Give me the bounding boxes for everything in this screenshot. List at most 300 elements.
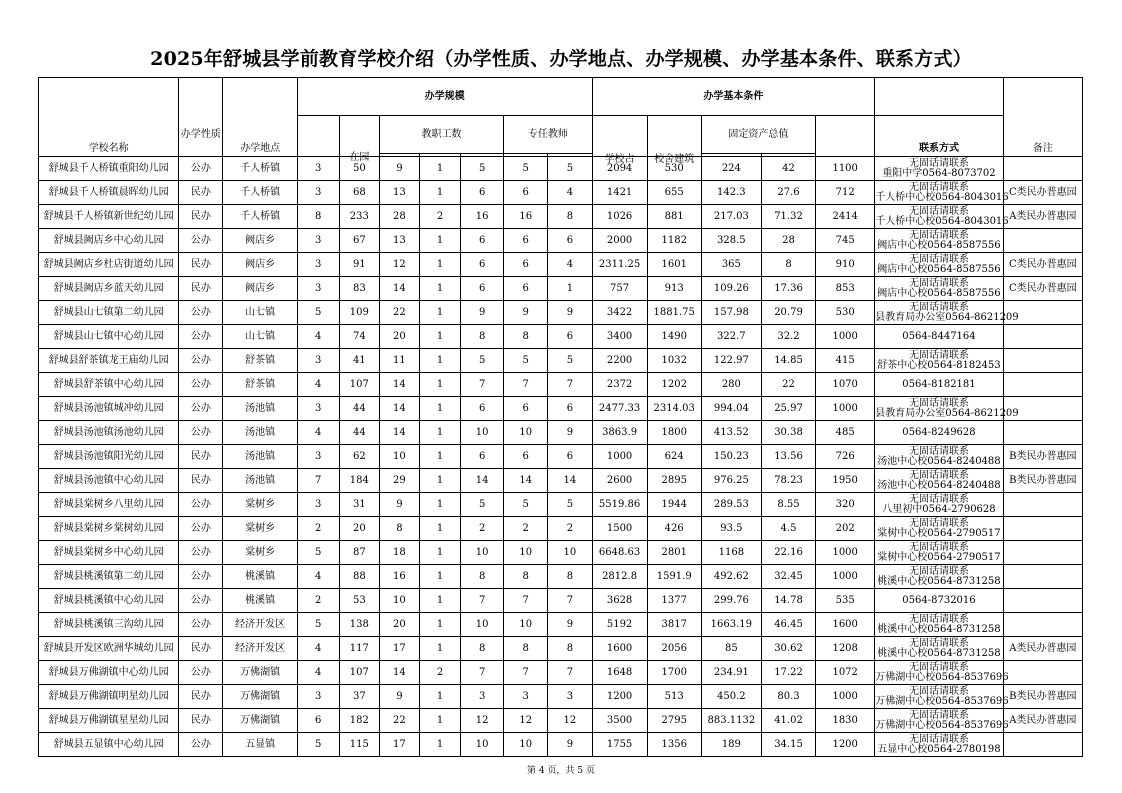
contact-cell [875,517,1003,541]
nature-cell: 公办 [179,229,223,253]
campus-area-cell: 3500 [592,709,647,733]
campus-area-cell: 3422 [592,301,647,325]
staff-total-cell: 10 [379,445,419,469]
building-area-cell: 1182 [647,229,701,253]
table-row [39,373,1083,397]
contact-line: 阙店中心校0564-8587556 [877,263,1001,275]
assets-cell: 413.52 [701,421,761,445]
contact-cell [875,301,1019,325]
teachers-cell: 10 [504,421,548,445]
location-cell: 山七镇 [223,301,297,325]
teachers-sub-cell: 6 [548,397,592,421]
location-cell: 阙店乡 [223,277,297,301]
teachers-sub-cell: 4 [548,181,592,205]
school-name-cell: 舒城县汤池镇城冲幼儿园 [39,397,179,421]
contact-line: 桃溪中心校0564-8731258 [877,623,1001,635]
location-cell: 棠树乡 [223,493,297,517]
classes-cell: 8 [297,205,339,229]
staff-total-cell: 9 [379,493,419,517]
contact-line: 无固话请联系 [908,181,969,193]
building-area-cell: 1490 [647,325,701,349]
teachers-sub-cell: 5 [548,157,592,181]
table-row [39,349,1083,373]
teachers-sub-cell: 8 [548,637,592,661]
campus-area-cell: 2812.8 [592,565,647,589]
staff-sub-cell: 2 [419,661,460,685]
teachers-cell: 7 [504,589,548,613]
teachers-cell: 16 [504,205,548,229]
classes-cell: 4 [297,661,339,685]
staff-sub-cell: 1 [419,589,460,613]
table-row [39,469,1083,493]
contact-line: 万佛湖中心校0564-8537696 [875,719,1009,731]
books-cell: 530 [816,301,875,325]
staff-sub-cell: 1 [419,445,460,469]
staff-total-cell: 20 [379,613,419,637]
location-cell: 经济开发区 [223,613,297,637]
school-name-cell: 舒城县万佛湖镇明星幼儿园 [39,685,179,709]
children-cell: 20 [339,517,379,541]
campus-area-cell: 6648.63 [592,541,647,565]
assets-cell: 85 [701,637,761,661]
nature-cell: 公办 [179,301,223,325]
teachers-sub-cell: 7 [548,661,592,685]
classes-cell: 5 [297,541,339,565]
table-row [39,685,1083,709]
contact-line: 万佛湖中心校0564-8537696 [875,695,1009,707]
assets-sub-cell: 13.56 [761,445,815,469]
contact-line: 无固话请联系 [908,733,969,745]
assets-cell: 224 [701,157,761,181]
nature-cell: 公办 [179,397,223,421]
contact-line: 无固话请联系 [908,205,969,217]
contact-line: 无固话请联系 [908,469,969,481]
books-cell: 1000 [816,541,875,565]
assets-sub-cell: 71.32 [761,205,815,229]
books-cell: 1000 [816,685,875,709]
building-area-cell: 3817 [647,613,701,637]
teachers-cell: 7 [504,373,548,397]
school-name-cell: 舒城县阙店乡杜店街道幼儿园 [39,253,179,277]
campus-area-cell: 3400 [592,325,647,349]
classes-cell: 3 [297,349,339,373]
location-cell: 汤池镇 [223,397,297,421]
contact-line: 无固话请联系 [908,397,969,409]
location-cell: 汤池镇 [223,469,297,493]
classes-cell: 3 [297,493,339,517]
table-row [39,517,1083,541]
classes-cell: 4 [297,421,339,445]
remark-cell: B类民办普惠园 [1003,445,1082,469]
location-cell: 棠树乡 [223,517,297,541]
children-cell: 44 [339,421,379,445]
header-nature-text: 办学性质 [180,129,221,140]
campus-area-cell: 2600 [592,469,647,493]
building-area-cell: 2801 [647,541,701,565]
location-cell: 万佛湖镇 [223,661,297,685]
header-building-area [647,116,701,165]
school-name-cell: 舒城县舒茶镇龙王庙幼儿园 [39,349,179,373]
contact-line: 无固话请联系 [908,445,969,457]
assets-sub-cell: 25.97 [761,397,815,421]
table-row [39,565,1083,589]
books-cell: 1070 [816,373,875,397]
children-cell: 87 [339,541,379,565]
assets-sub-cell: 14.85 [761,349,815,373]
classes-cell: 3 [297,277,339,301]
remark-cell [1003,733,1082,757]
books-cell: 745 [816,229,875,253]
staff-total-cell: 17 [379,637,419,661]
table-row [39,229,1083,253]
building-area-cell: 2895 [647,469,701,493]
location-cell: 千人桥镇 [223,181,297,205]
campus-area-cell: 2372 [592,373,647,397]
table-row [39,613,1083,637]
teachers-sub-cell: 1 [548,277,592,301]
children-cell: 233 [339,205,379,229]
staff-total-cell: 29 [379,469,419,493]
children-cell: 115 [339,733,379,757]
nature-cell: 公办 [179,565,223,589]
location-cell: 舒茶镇 [223,349,297,373]
location-cell: 五显镇 [223,733,297,757]
teachers-sub-cell: 9 [548,613,592,637]
staff-total-cell: 16 [379,565,419,589]
campus-area-cell: 1648 [592,661,647,685]
assets-cell: 365 [701,253,761,277]
assets-sub-cell: 41.02 [761,709,815,733]
staff-sub-cell: 1 [419,229,460,253]
assets-cell: 93.5 [701,517,761,541]
contact-line: 无固话请联系 [908,301,969,313]
staff-total-cell: 28 [379,205,419,229]
staff-sub2-cell: 10 [461,733,504,757]
teachers-cell: 2 [504,517,548,541]
classes-cell: 2 [297,517,339,541]
school-name-cell: 舒城县桃溪镇第二幼儿园 [39,565,179,589]
books-cell: 1000 [816,565,875,589]
staff-sub2-cell: 7 [461,589,504,613]
remark-cell [1003,661,1082,685]
teachers-cell: 6 [504,445,548,469]
teachers-cell: 8 [504,637,548,661]
contact-cell [875,709,1009,733]
nature-cell: 民办 [179,253,223,277]
teachers-sub-cell: 14 [548,469,592,493]
books-cell: 1830 [816,709,875,733]
contact-cell [875,493,1003,517]
assets-sub-cell: 20.79 [761,301,815,325]
assets-cell: 328.5 [701,229,761,253]
campus-area-cell: 2000 [592,229,647,253]
teachers-sub-cell: 7 [548,589,592,613]
books-cell: 1208 [816,637,875,661]
teachers-sub-cell: 8 [548,565,592,589]
children-cell: 67 [339,229,379,253]
school-name-cell: 舒城县汤池镇阳光幼儿园 [39,445,179,469]
staff-sub2-cell: 3 [461,685,504,709]
contact-line: 棠树中心校0564-2790517 [877,551,1001,563]
classes-cell: 5 [297,733,339,757]
table-row [39,541,1083,565]
teachers-sub-cell: 10 [548,541,592,565]
classes-cell: 3 [297,397,339,421]
header-contact: 联系方式 [875,116,1003,157]
classes-cell: 3 [297,181,339,205]
contact-line: 0564-8182181 [902,378,976,390]
nature-cell: 民办 [179,181,223,205]
assets-cell: 976.25 [701,469,761,493]
remark-cell [1003,589,1082,613]
assets-sub-cell: 14.78 [761,589,815,613]
classes-cell: 4 [297,565,339,589]
school-name-cell: 舒城县棠树乡棠树幼儿园 [39,517,179,541]
teachers-sub-cell: 9 [548,733,592,757]
children-cell: 68 [339,181,379,205]
teachers-sub-cell: 6 [548,325,592,349]
school-table [38,77,1083,757]
teachers-sub-cell: 7 [548,373,592,397]
books-cell: 853 [816,277,875,301]
contact-line: 0564-8447164 [902,330,976,342]
school-name-cell: 舒城县万佛湖镇中心幼儿园 [39,661,179,685]
books-cell: 1600 [816,613,875,637]
building-area-cell: 530 [647,157,701,181]
staff-sub-cell: 1 [419,397,460,421]
staff-sub2-cell: 9 [461,301,504,325]
staff-sub-cell: 1 [419,253,460,277]
nature-cell: 公办 [179,733,223,757]
staff-sub-cell: 1 [419,637,460,661]
children-cell: 37 [339,685,379,709]
campus-area-cell: 2200 [592,349,647,373]
staff-sub-cell: 1 [419,565,460,589]
location-cell: 汤池镇 [223,421,297,445]
books-cell: 1000 [816,397,875,421]
nature-cell: 公办 [179,349,223,373]
children-cell: 107 [339,373,379,397]
location-cell: 经济开发区 [223,637,297,661]
contact-cell [875,589,1003,613]
staff-total-cell: 12 [379,253,419,277]
contact-line: 八里初中0564-2790628 [882,503,996,515]
children-cell: 62 [339,445,379,469]
children-cell: 182 [339,709,379,733]
contact-line: 重阳中学0564-8073702 [882,167,996,179]
table-row [39,181,1083,205]
classes-cell: 4 [297,637,339,661]
books-cell: 726 [816,445,875,469]
contact-line: 无固话请联系 [908,637,969,649]
building-area-cell: 881 [647,205,701,229]
contact-line: 无固话请联系 [908,253,969,265]
contact-line: 无固话请联系 [908,541,969,553]
classes-cell: 3 [297,445,339,469]
children-cell: 53 [339,589,379,613]
staff-total-cell: 9 [379,685,419,709]
contact-cell [875,733,1003,757]
header-teachers: 专任教师 [504,116,592,154]
contact-line: 阙店中心校0564-8587556 [877,239,1001,251]
assets-cell: 142.3 [701,181,761,205]
campus-area-cell: 5519.86 [592,493,647,517]
contact-line: 无固话请联系 [908,229,969,241]
staff-sub2-cell: 16 [461,205,504,229]
teachers-sub-cell: 5 [548,493,592,517]
building-area-cell: 913 [647,277,701,301]
remark-cell: C类民办普惠园 [1003,277,1082,301]
staff-total-cell: 11 [379,349,419,373]
contact-line: 桃溪中心校0564-8731258 [877,575,1001,587]
remark-cell [1003,517,1082,541]
staff-sub-cell: 1 [419,373,460,397]
nature-cell: 公办 [179,517,223,541]
nature-cell: 民办 [179,445,223,469]
staff-total-cell: 14 [379,373,419,397]
contact-cell [875,685,1009,709]
contact-line: 汤池中心校0564-8240488 [877,479,1001,491]
location-cell: 汤池镇 [223,445,297,469]
school-name-cell: 舒城县桃溪镇三沟幼儿园 [39,613,179,637]
campus-area-cell: 1755 [592,733,647,757]
header-children [339,116,379,163]
staff-sub-cell: 1 [419,325,460,349]
teachers-sub-cell: 4 [548,253,592,277]
assets-sub-cell: 46.45 [761,613,815,637]
staff-sub2-cell: 6 [461,445,504,469]
classes-cell: 5 [297,613,339,637]
staff-sub-cell: 1 [419,181,460,205]
nature-cell: 公办 [179,421,223,445]
staff-sub-cell: 2 [419,205,460,229]
staff-total-cell: 17 [379,733,419,757]
assets-cell: 299.76 [701,589,761,613]
assets-cell: 994.04 [701,397,761,421]
teachers-cell: 7 [504,661,548,685]
assets-cell: 883.1132 [701,709,761,733]
staff-sub-cell: 1 [419,421,460,445]
teachers-cell: 6 [504,229,548,253]
staff-sub-cell: 1 [419,541,460,565]
children-cell: 44 [339,397,379,421]
children-cell: 91 [339,253,379,277]
building-area-cell: 1800 [647,421,701,445]
contact-cell [875,205,1009,229]
remark-cell [1003,373,1082,397]
teachers-cell: 14 [504,469,548,493]
table-row [39,397,1083,421]
assets-sub-cell: 4.5 [761,517,815,541]
campus-area-cell: 1000 [592,445,647,469]
header-basic-conditions: 办学基本条件 [592,78,875,116]
children-cell: 184 [339,469,379,493]
campus-area-cell: 1200 [592,685,647,709]
location-cell: 千人桥镇 [223,205,297,229]
classes-cell: 6 [297,709,339,733]
teachers-cell: 5 [504,349,548,373]
page-title: 2025年舒城县学前教育学校介绍（办学性质、办学地点、办学规模、办学基本条件、联系方式） [150,48,972,70]
header-scale: 办学规模 [297,78,592,116]
staff-total-cell: 13 [379,229,419,253]
assets-sub-cell: 22 [761,373,815,397]
books-cell: 485 [816,421,875,445]
staff-sub2-cell: 6 [461,253,504,277]
building-area-cell: 624 [647,445,701,469]
assets-cell: 1663.19 [701,613,761,637]
header-building-area-text: 校舍建筑 [654,154,695,165]
nature-cell: 公办 [179,493,223,517]
assets-cell: 289.53 [701,493,761,517]
table-row [39,301,1083,325]
building-area-cell: 513 [647,685,701,709]
assets-cell: 109.26 [701,277,761,301]
campus-area-cell: 3628 [592,589,647,613]
table-row [39,277,1083,301]
contact-cell [875,325,1003,349]
teachers-sub-cell: 3 [548,685,592,709]
contact-line: 千人桥中心校0564-8043016 [875,191,1009,203]
staff-sub-cell: 1 [419,493,460,517]
staff-sub2-cell: 7 [461,373,504,397]
page-footer: 第 4 页，共 5 页 [527,766,595,776]
table-row [39,709,1083,733]
header-location: 办学地点 [223,78,297,157]
location-cell: 万佛湖镇 [223,685,297,709]
staff-sub2-cell: 6 [461,397,504,421]
classes-cell: 3 [297,157,339,181]
table-row [39,493,1083,517]
staff-sub-cell: 1 [419,517,460,541]
school-name-cell: 舒城县棠树乡八里幼儿园 [39,493,179,517]
assets-cell: 1168 [701,541,761,565]
assets-cell: 217.03 [701,205,761,229]
teachers-sub-cell: 12 [548,709,592,733]
staff-sub-cell: 1 [419,613,460,637]
contact-cell [875,661,1009,685]
children-cell: 117 [339,637,379,661]
children-cell: 74 [339,325,379,349]
contact-line: 无固话请联系 [908,277,969,289]
nature-cell: 民办 [179,205,223,229]
staff-sub-cell: 1 [419,157,460,181]
contact-line: 无固话请联系 [908,517,969,529]
assets-sub-cell: 80.3 [761,685,815,709]
nature-cell: 民办 [179,469,223,493]
children-cell: 41 [339,349,379,373]
school-name-cell: 舒城县五显镇中心幼儿园 [39,733,179,757]
staff-total-cell: 22 [379,301,419,325]
teachers-sub-cell: 2 [548,517,592,541]
staff-sub2-cell: 5 [461,349,504,373]
remark-cell: C类民办普惠园 [1003,253,1082,277]
remark-cell: B类民办普惠园 [1003,469,1082,493]
building-area-cell: 1591.9 [647,565,701,589]
contact-line: 万佛湖中心校0564-8537696 [875,671,1009,683]
staff-total-cell: 14 [379,277,419,301]
assets-cell: 450.2 [701,685,761,709]
contact-cell [875,349,1003,373]
remark-cell: A类民办普惠园 [1003,709,1082,733]
teachers-cell: 5 [504,493,548,517]
contact-cell [875,181,1009,205]
assets-cell: 189 [701,733,761,757]
contact-cell [875,421,1003,445]
classes-cell: 3 [297,229,339,253]
table-row [39,421,1083,445]
teachers-cell: 6 [504,181,548,205]
assets-sub-cell: 30.38 [761,421,815,445]
